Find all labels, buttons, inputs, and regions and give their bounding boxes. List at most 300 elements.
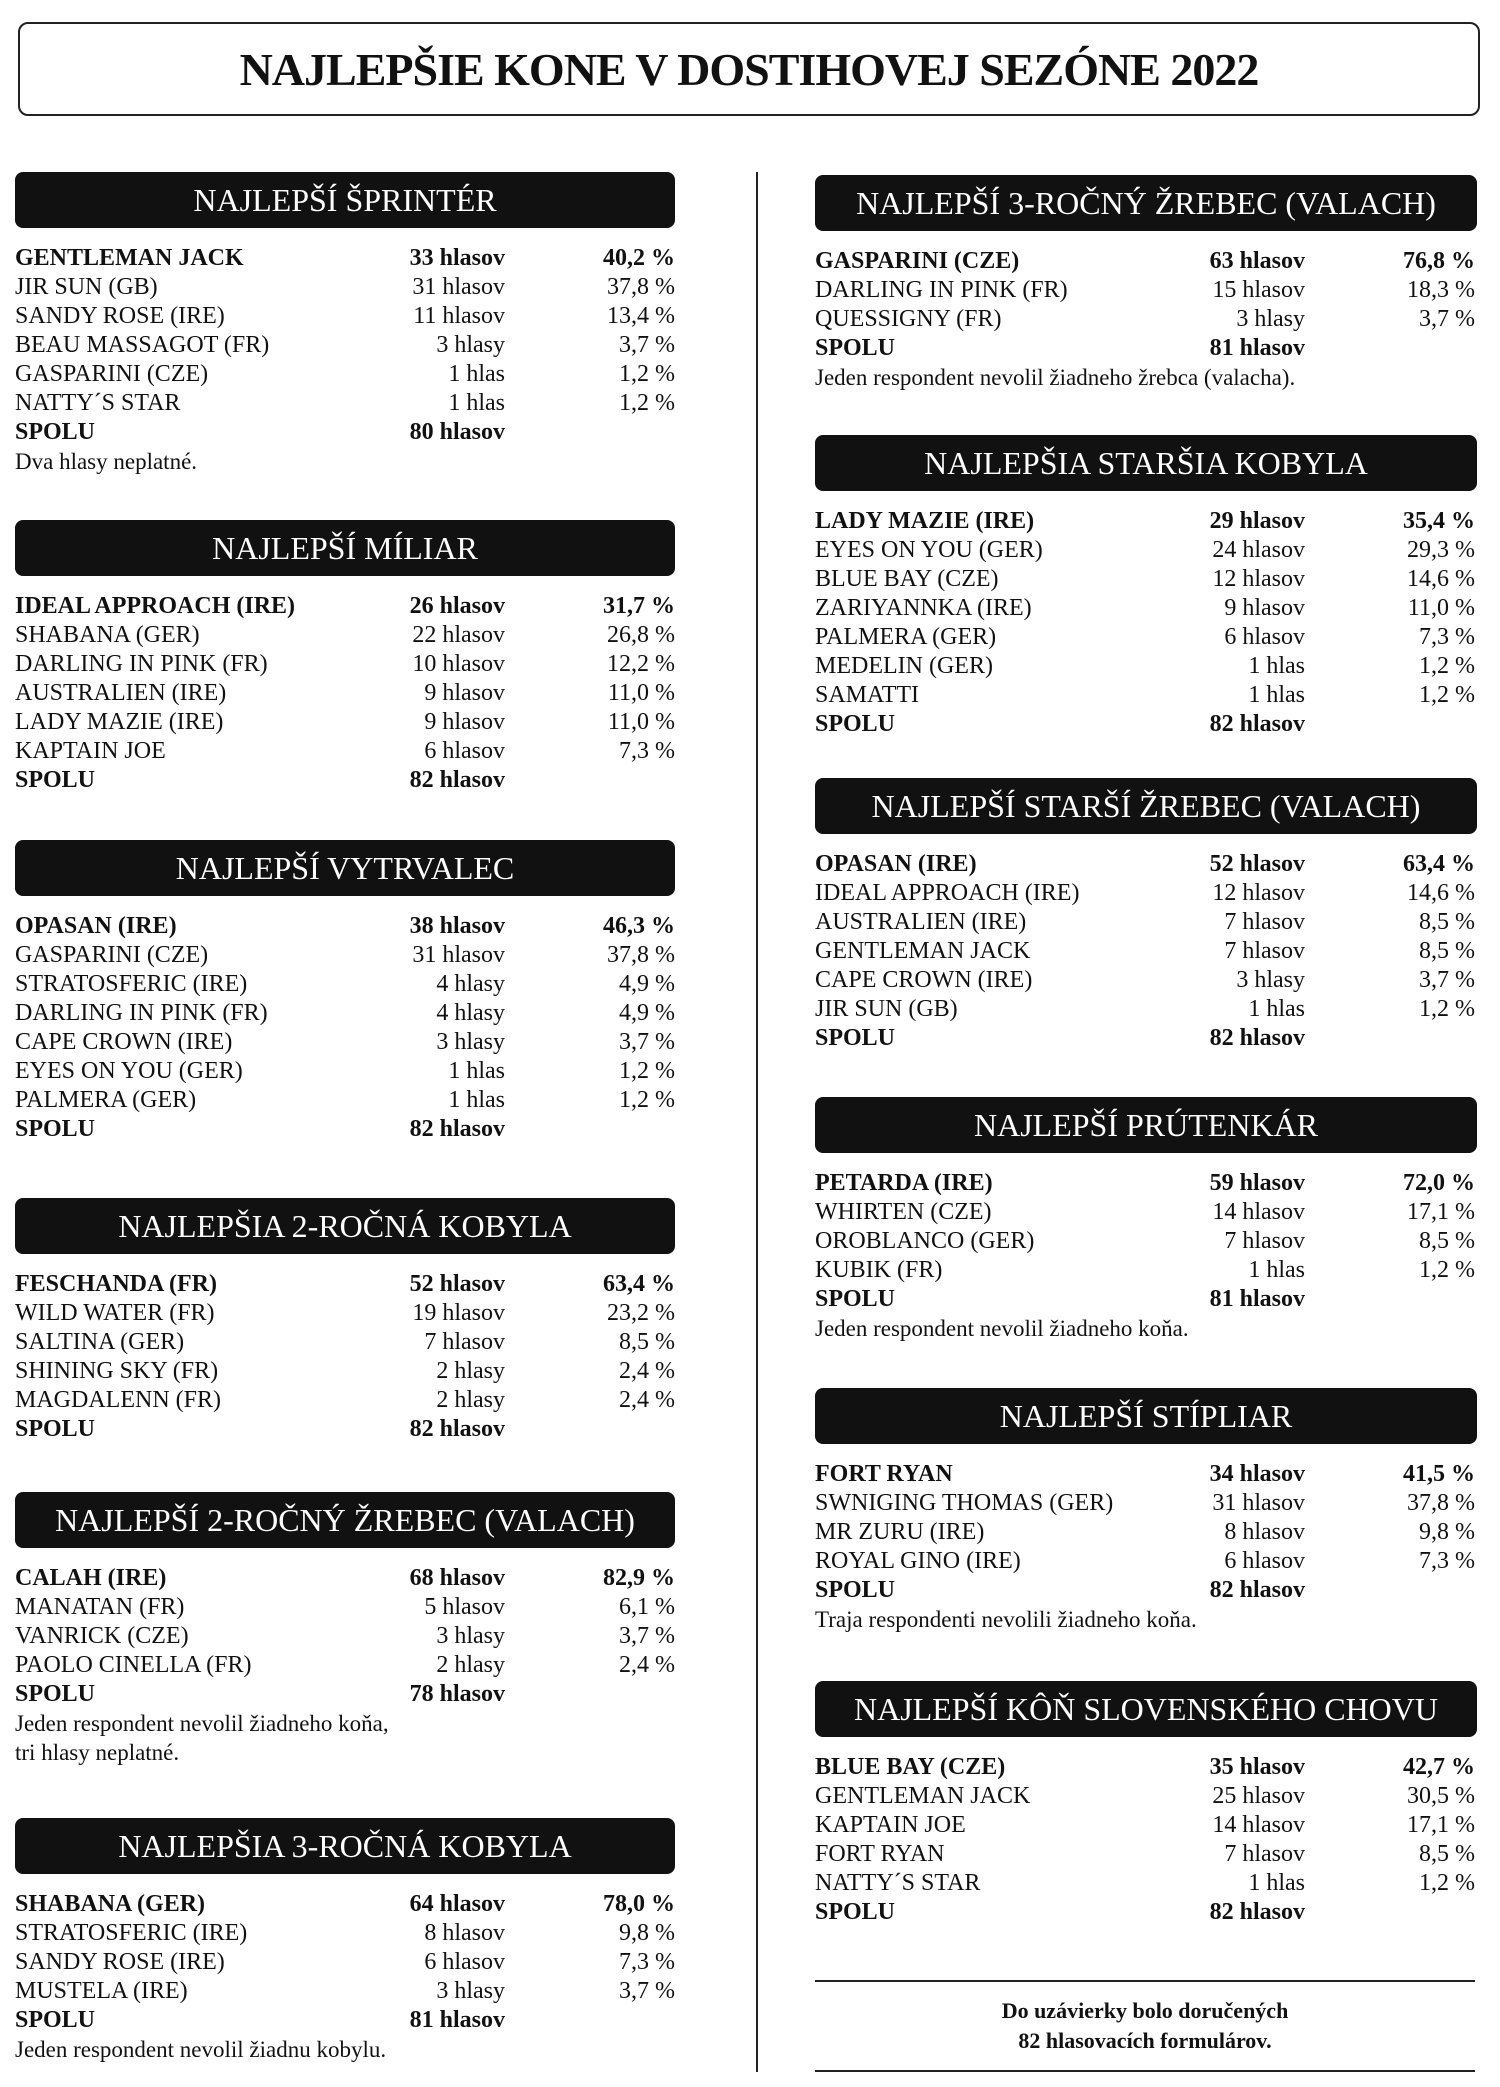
vote-count: 10 hlasov [412, 651, 505, 677]
result-row [15, 1651, 675, 1680]
vote-count: 7 hlasov [424, 1329, 505, 1355]
horse-name: AUSTRALIEN (IRE) [15, 680, 227, 706]
vote-count: 15 hlasov [1212, 277, 1305, 303]
section-header: NAJLEPŠÍ 2-ROČNÝ ŽREBEC (VALACH) [15, 1492, 675, 1548]
vote-count: 1 hlas [448, 1058, 505, 1084]
horse-name: BEAU MASSAGOT (FR) [15, 332, 270, 358]
horse-name: PETARDA (IRE) [815, 1170, 993, 1196]
vote-percent: 41,5 % [1403, 1461, 1475, 1487]
vote-count: 81 hlasov [1209, 1286, 1305, 1312]
vote-percent: 18,3 % [1407, 277, 1475, 303]
total-row [15, 766, 675, 795]
result-row [815, 681, 1477, 710]
vote-count: 9 hlasov [1224, 595, 1305, 621]
vote-percent: 63,4 % [1403, 851, 1475, 877]
result-row [815, 1256, 1477, 1285]
horse-name: MR ZURU (IRE) [815, 1519, 985, 1545]
total-row [15, 2006, 675, 2035]
horse-name: SHABANA (GER) [15, 1891, 206, 1917]
vote-percent: 14,6 % [1407, 880, 1475, 906]
vote-count: 35 hlasov [1209, 1754, 1305, 1780]
vote-count: 1 hlas [448, 361, 505, 387]
result-row [815, 908, 1477, 937]
vote-percent: 37,8 % [607, 942, 675, 968]
result-row [815, 1198, 1477, 1227]
result-row [15, 679, 675, 708]
result-row [815, 276, 1477, 305]
section-note: Traja respondenti nevolili žiadneho koňa. [815, 1607, 1197, 1632]
result-row [15, 273, 675, 302]
result-row [15, 1948, 675, 1977]
horse-name: NATTY´S STAR [15, 390, 181, 416]
result-row [815, 1840, 1477, 1869]
vote-percent: 4,9 % [619, 1000, 675, 1026]
vote-percent: 2,4 % [619, 1358, 675, 1384]
horse-name: JIR SUN (GB) [815, 996, 958, 1022]
result-row [815, 1753, 1477, 1782]
section-note: tri hlasy neplatné. [15, 1740, 180, 1765]
vote-percent: 17,1 % [1407, 1812, 1475, 1838]
result-row [15, 1977, 675, 2006]
result-row [15, 708, 675, 737]
result-row [15, 912, 675, 941]
vote-count: 6 hlasov [1224, 624, 1305, 650]
vote-count: 4 hlasy [436, 971, 505, 997]
vote-percent: 30,5 % [1407, 1783, 1475, 1809]
column-divider [756, 172, 758, 2072]
horse-name: SWNIGING THOMAS (GER) [815, 1490, 1114, 1516]
horse-name: CALAH (IRE) [15, 1565, 167, 1591]
title-box [18, 22, 1480, 116]
vote-count: 52 hlasov [409, 1271, 505, 1297]
vote-count: 1 hlas [448, 1087, 505, 1113]
footer-line: Do uzávierky bolo doručených [1001, 1998, 1289, 2023]
result-row [15, 1057, 675, 1086]
vote-count: 14 hlasov [1212, 1199, 1305, 1225]
result-row [815, 507, 1477, 536]
horse-name: GASPARINI (CZE) [15, 361, 209, 387]
result-row [15, 621, 675, 650]
section-najlepsi-stipliar [815, 1388, 1477, 1634]
horse-name: MUSTELA (IRE) [15, 1978, 188, 2004]
total-row [15, 1680, 675, 1709]
section-header: NAJLEPŠÍ STÍPLIAR [815, 1388, 1477, 1444]
vote-count: 11 hlasov [413, 303, 505, 329]
horse-name: PALMERA (GER) [815, 624, 997, 650]
horse-name: SPOLU [815, 1286, 896, 1312]
horse-name: SHABANA (GER) [15, 622, 200, 648]
vote-percent: 3,7 % [619, 1029, 675, 1055]
vote-count: 6 hlasov [1224, 1548, 1305, 1574]
vote-percent: 1,2 % [619, 390, 675, 416]
vote-percent: 8,5 % [1419, 909, 1475, 935]
horse-name: SHINING SKY (FR) [15, 1358, 219, 1384]
vote-count: 78 hlasov [409, 1681, 505, 1707]
horse-name: MEDELIN (GER) [815, 653, 993, 679]
result-row [815, 1782, 1477, 1811]
vote-count: 52 hlasov [1209, 851, 1305, 877]
horse-name: DARLING IN PINK (FR) [15, 1000, 268, 1026]
horse-name: SPOLU [815, 711, 896, 737]
horse-name: GENTLEMAN JACK [815, 1783, 1031, 1809]
vote-percent: 3,7 % [619, 332, 675, 358]
vote-percent: 8,5 % [619, 1329, 675, 1355]
result-row [15, 244, 675, 273]
section-najlepsi-sprinter [15, 172, 675, 476]
vote-count: 6 hlasov [424, 1949, 505, 1975]
total-row [815, 1285, 1477, 1314]
horse-name: QUESSIGNY (FR) [815, 306, 1002, 332]
horse-name: SPOLU [15, 1681, 96, 1707]
result-row [815, 1869, 1477, 1898]
vote-count: 34 hlasov [1209, 1461, 1305, 1487]
result-row [15, 1328, 675, 1357]
vote-count: 82 hlasov [1209, 1577, 1305, 1603]
result-row [815, 247, 1477, 276]
vote-count: 63 hlasov [1209, 248, 1305, 274]
horse-name: OROBLANCO (GER) [815, 1228, 1035, 1254]
vote-count: 1 hlas [1248, 653, 1305, 679]
horse-name: MAGDALENN (FR) [15, 1387, 221, 1413]
vote-count: 82 hlasov [409, 767, 505, 793]
horse-name: MANATAN (FR) [15, 1594, 185, 1620]
horse-name: OPASAN (IRE) [15, 913, 177, 939]
vote-count: 1 hlas [1248, 1870, 1305, 1896]
section-header: NAJLEPŠÍ ŠPRINTÉR [15, 172, 675, 228]
result-row [15, 592, 675, 621]
vote-count: 38 hlasov [409, 913, 505, 939]
vote-count: 6 hlasov [424, 738, 505, 764]
vote-count: 3 hlasy [1236, 967, 1305, 993]
total-row [815, 1576, 1477, 1605]
vote-count: 4 hlasy [436, 1000, 505, 1026]
vote-count: 3 hlasy [436, 1029, 505, 1055]
result-row [15, 389, 675, 418]
vote-count: 8 hlasov [424, 1920, 505, 1946]
vote-count: 7 hlasov [1224, 1841, 1305, 1867]
result-row [15, 1270, 675, 1299]
section-header: NAJLEPŠIA 3-ROČNÁ KOBYLA [15, 1818, 675, 1874]
result-row [815, 652, 1477, 681]
horse-name: SPOLU [15, 1416, 96, 1442]
vote-percent: 17,1 % [1407, 1199, 1475, 1225]
horse-name: PAOLO CINELLA (FR) [15, 1652, 252, 1678]
vote-percent: 72,0 % [1403, 1170, 1475, 1196]
section-note: Jeden respondent nevolil žiadneho koňa, [15, 1711, 389, 1736]
vote-percent: 7,3 % [1419, 1548, 1475, 1574]
vote-percent: 1,2 % [1419, 996, 1475, 1022]
vote-count: 68 hlasov [409, 1565, 505, 1591]
result-row [815, 1518, 1477, 1547]
horse-name: FORT RYAN [815, 1841, 945, 1867]
result-row [15, 1564, 675, 1593]
result-row [15, 941, 675, 970]
horse-name: SALTINA (GER) [15, 1329, 185, 1355]
vote-count: 2 hlasy [436, 1652, 505, 1678]
vote-count: 7 hlasov [1224, 938, 1305, 964]
vote-count: 33 hlasov [409, 245, 505, 271]
vote-count: 19 hlasov [412, 1300, 505, 1326]
vote-percent: 8,5 % [1419, 1841, 1475, 1867]
section-najlepsi-miliar [15, 520, 675, 795]
vote-count: 24 hlasov [1212, 537, 1305, 563]
vote-percent: 46,3 % [603, 913, 675, 939]
horse-name: KAPTAIN JOE [815, 1812, 966, 1838]
horse-name: STRATOSFERIC (IRE) [15, 1920, 248, 1946]
horse-name: PALMERA (GER) [15, 1087, 197, 1113]
vote-percent: 35,4 % [1403, 508, 1475, 534]
vote-count: 3 hlasy [1236, 306, 1305, 332]
vote-count: 81 hlasov [1209, 335, 1305, 361]
result-row [15, 1357, 675, 1386]
section-header: NAJLEPŠÍ 3-ROČNÝ ŽREBEC (VALACH) [815, 175, 1477, 231]
horse-name: BLUE BAY (CZE) [815, 1754, 1006, 1780]
vote-count: 1 hlas [1248, 682, 1305, 708]
vote-percent: 82,9 % [603, 1565, 675, 1591]
result-row [15, 1386, 675, 1415]
vote-count: 59 hlasov [1209, 1170, 1305, 1196]
vote-count: 82 hlasov [1209, 711, 1305, 737]
section-najlepsi-2-rocny-zrebec-valach [15, 1492, 675, 1767]
horse-name: SPOLU [15, 2007, 96, 2033]
horse-name: OPASAN (IRE) [815, 851, 977, 877]
vote-count: 25 hlasov [1212, 1783, 1305, 1809]
vote-count: 64 hlasov [409, 1891, 505, 1917]
result-row [815, 1547, 1477, 1576]
vote-percent: 11,0 % [607, 680, 675, 706]
total-row [815, 710, 1477, 739]
section-najlepsi-kon-slovenskeho-chovu [815, 1681, 1477, 1927]
section-najlepsi-3-rocny-zrebec-valach [815, 175, 1477, 392]
vote-count: 3 hlasy [436, 332, 505, 358]
section-header: NAJLEPŠÍ STARŠÍ ŽREBEC (VALACH) [815, 778, 1477, 834]
vote-percent: 1,2 % [1419, 682, 1475, 708]
vote-percent: 9,8 % [1419, 1519, 1475, 1545]
vote-percent: 3,7 % [619, 1978, 675, 2004]
horse-name: KAPTAIN JOE [15, 738, 166, 764]
section-header: NAJLEPŠIA STARŠIA KOBYLA [815, 435, 1477, 491]
total-row [15, 418, 675, 447]
section-najlepsi-prutenkar [815, 1097, 1477, 1343]
vote-percent: 11,0 % [607, 709, 675, 735]
horse-name: LADY MAZIE (IRE) [815, 508, 1035, 534]
result-row [15, 1028, 675, 1057]
result-row [815, 1460, 1477, 1489]
horse-name: WILD WATER (FR) [15, 1300, 215, 1326]
horse-name: WHIRTEN (CZE) [815, 1199, 992, 1225]
vote-percent: 14,6 % [1407, 566, 1475, 592]
vote-percent: 7,3 % [1419, 624, 1475, 650]
horse-name: IDEAL APPROACH (IRE) [15, 593, 296, 619]
vote-percent: 7,3 % [619, 1949, 675, 1975]
horse-name: SPOLU [815, 335, 896, 361]
result-row [15, 360, 675, 389]
vote-count: 26 hlasov [409, 593, 505, 619]
vote-count: 8 hlasov [1224, 1519, 1305, 1545]
vote-percent: 29,3 % [1407, 537, 1475, 563]
vote-count: 12 hlasov [1212, 880, 1305, 906]
vote-count: 82 hlasov [1209, 1025, 1305, 1051]
horse-name: SAMATTI [815, 682, 920, 708]
vote-count: 3 hlasy [436, 1623, 505, 1649]
vote-count: 9 hlasov [424, 680, 505, 706]
section-header: NAJLEPŠÍ VYTRVALEC [15, 840, 675, 896]
horse-name: KUBIK (FR) [815, 1257, 943, 1283]
page-title: NAJLEPŠIE KONE V DOSTIHOVEJ SEZÓNE 2022 [239, 43, 1259, 95]
section-header: NAJLEPŠIA 2-ROČNÁ KOBYLA [15, 1198, 675, 1254]
horse-name: ZARIYANNKA (IRE) [815, 595, 1032, 621]
horse-name: AUSTRALIEN (IRE) [815, 909, 1027, 935]
result-row [815, 623, 1477, 652]
vote-percent: 8,5 % [1419, 938, 1475, 964]
section-najlepsi-vytrvalec [15, 840, 675, 1144]
result-row [15, 999, 675, 1028]
vote-count: 82 hlasov [1209, 1899, 1305, 1925]
section-najlepsia-starsia-kobyla [815, 435, 1477, 739]
vote-count: 3 hlasy [436, 1978, 505, 2004]
section-najlepsia-3-rocna-kobyla [15, 1818, 675, 2064]
horse-name: SPOLU [15, 1116, 96, 1142]
vote-percent: 40,2 % [603, 245, 675, 271]
result-row [815, 879, 1477, 908]
vote-percent: 1,2 % [1419, 653, 1475, 679]
result-row [15, 1919, 675, 1948]
horse-name: STRATOSFERIC (IRE) [15, 971, 248, 997]
horse-name: SANDY ROSE (IRE) [15, 1949, 225, 1975]
vote-count: 29 hlasov [1209, 508, 1305, 534]
vote-percent: 3,7 % [1419, 967, 1475, 993]
vote-percent: 9,8 % [619, 1920, 675, 1946]
result-row [15, 302, 675, 331]
vote-percent: 2,4 % [619, 1387, 675, 1413]
result-row [815, 305, 1477, 334]
horse-name: IDEAL APPROACH (IRE) [815, 880, 1080, 906]
vote-count: 82 hlasov [409, 1116, 505, 1142]
vote-count: 5 hlasov [424, 1594, 505, 1620]
vote-count: 1 hlas [1248, 1257, 1305, 1283]
section-header: NAJLEPŠÍ PRÚTENKÁR [815, 1097, 1477, 1153]
vote-count: 9 hlasov [424, 709, 505, 735]
horse-name: SPOLU [815, 1577, 896, 1603]
vote-count: 7 hlasov [1224, 909, 1305, 935]
vote-percent: 11,0 % [1407, 595, 1475, 621]
horse-name: ROYAL GINO (IRE) [815, 1548, 1021, 1574]
section-note: Jeden respondent nevolil žiadneho žrebca (valacha). [815, 365, 1296, 390]
vote-count: 2 hlasy [436, 1387, 505, 1413]
result-row [815, 1169, 1477, 1198]
vote-percent: 13,4 % [607, 303, 675, 329]
result-row [15, 1890, 675, 1919]
total-row [15, 1415, 675, 1444]
total-row [815, 334, 1477, 363]
result-row [815, 937, 1477, 966]
vote-percent: 23,2 % [607, 1300, 675, 1326]
horse-name: LADY MAZIE (IRE) [15, 709, 224, 735]
horse-name: GASPARINI (CZE) [15, 942, 209, 968]
vote-percent: 26,8 % [607, 622, 675, 648]
vote-percent: 6,1 % [619, 1594, 675, 1620]
vote-percent: 1,2 % [619, 1087, 675, 1113]
horse-name: CAPE CROWN (IRE) [815, 967, 1033, 993]
footer-line: 82 hlasovacích formulárov. [1018, 2028, 1272, 2053]
result-row [815, 536, 1477, 565]
horse-name: SPOLU [815, 1025, 896, 1051]
vote-count: 1 hlas [448, 390, 505, 416]
vote-count: 22 hlasov [412, 622, 505, 648]
result-row [815, 594, 1477, 623]
vote-percent: 3,7 % [619, 1623, 675, 1649]
section-najlepsi-starsi-zrebec-valach [815, 778, 1477, 1053]
vote-percent: 42,7 % [1403, 1754, 1475, 1780]
vote-percent: 4,9 % [619, 971, 675, 997]
horse-name: SPOLU [815, 1899, 896, 1925]
footer-note [815, 1980, 1475, 2072]
vote-percent: 8,5 % [1419, 1228, 1475, 1254]
section-note: Jeden respondent nevolil žiadneho koňa. [815, 1316, 1189, 1341]
result-row [15, 650, 675, 679]
horse-name: SPOLU [15, 767, 96, 793]
vote-percent: 76,8 % [1403, 248, 1475, 274]
vote-count: 31 hlasov [412, 942, 505, 968]
result-row [15, 1622, 675, 1651]
vote-percent: 1,2 % [619, 361, 675, 387]
horse-name: JIR SUN (GB) [15, 274, 158, 300]
vote-percent: 37,8 % [1407, 1490, 1475, 1516]
vote-count: 7 hlasov [1224, 1228, 1305, 1254]
total-row [815, 1898, 1477, 1927]
total-row [815, 1024, 1477, 1053]
section-note: Dva hlasy neplatné. [15, 449, 198, 474]
result-row [15, 331, 675, 360]
horse-name: EYES ON YOU (GER) [815, 537, 1043, 563]
horse-name: DARLING IN PINK (FR) [815, 277, 1068, 303]
vote-percent: 3,7 % [1419, 306, 1475, 332]
horse-name: FORT RYAN [815, 1461, 953, 1487]
vote-percent: 1,2 % [619, 1058, 675, 1084]
vote-count: 81 hlasov [409, 2007, 505, 2033]
result-row [815, 1811, 1477, 1840]
horse-name: CAPE CROWN (IRE) [15, 1029, 233, 1055]
vote-percent: 1,2 % [1419, 1257, 1475, 1283]
section-note: Jeden respondent nevolil žiadnu kobylu. [15, 2037, 387, 2062]
horse-name: VANRICK (CZE) [15, 1623, 189, 1649]
result-row [815, 1227, 1477, 1256]
section-header: NAJLEPŠÍ KÔŇ SLOVENSKÉHO CHOVU [815, 1681, 1477, 1737]
result-row [815, 565, 1477, 594]
result-row [15, 737, 675, 766]
result-row [15, 1593, 675, 1622]
horse-name: EYES ON YOU (GER) [15, 1058, 243, 1084]
horse-name: GASPARINI (CZE) [815, 248, 1020, 274]
vote-count: 12 hlasov [1212, 566, 1305, 592]
result-row [15, 970, 675, 999]
vote-count: 1 hlas [1248, 996, 1305, 1022]
section-najlepsia-2-rocna-kobyla [15, 1198, 675, 1444]
result-row [815, 995, 1477, 1024]
vote-percent: 37,8 % [607, 274, 675, 300]
horse-name: SANDY ROSE (IRE) [15, 303, 225, 329]
vote-percent: 12,2 % [607, 651, 675, 677]
result-row [815, 966, 1477, 995]
horse-name: BLUE BAY (CZE) [815, 566, 999, 592]
vote-count: 2 hlasy [436, 1358, 505, 1384]
vote-percent: 7,3 % [619, 738, 675, 764]
vote-percent: 31,7 % [603, 593, 675, 619]
result-row [15, 1086, 675, 1115]
horse-name: SPOLU [15, 419, 96, 445]
vote-count: 82 hlasov [409, 1416, 505, 1442]
vote-percent: 2,4 % [619, 1652, 675, 1678]
